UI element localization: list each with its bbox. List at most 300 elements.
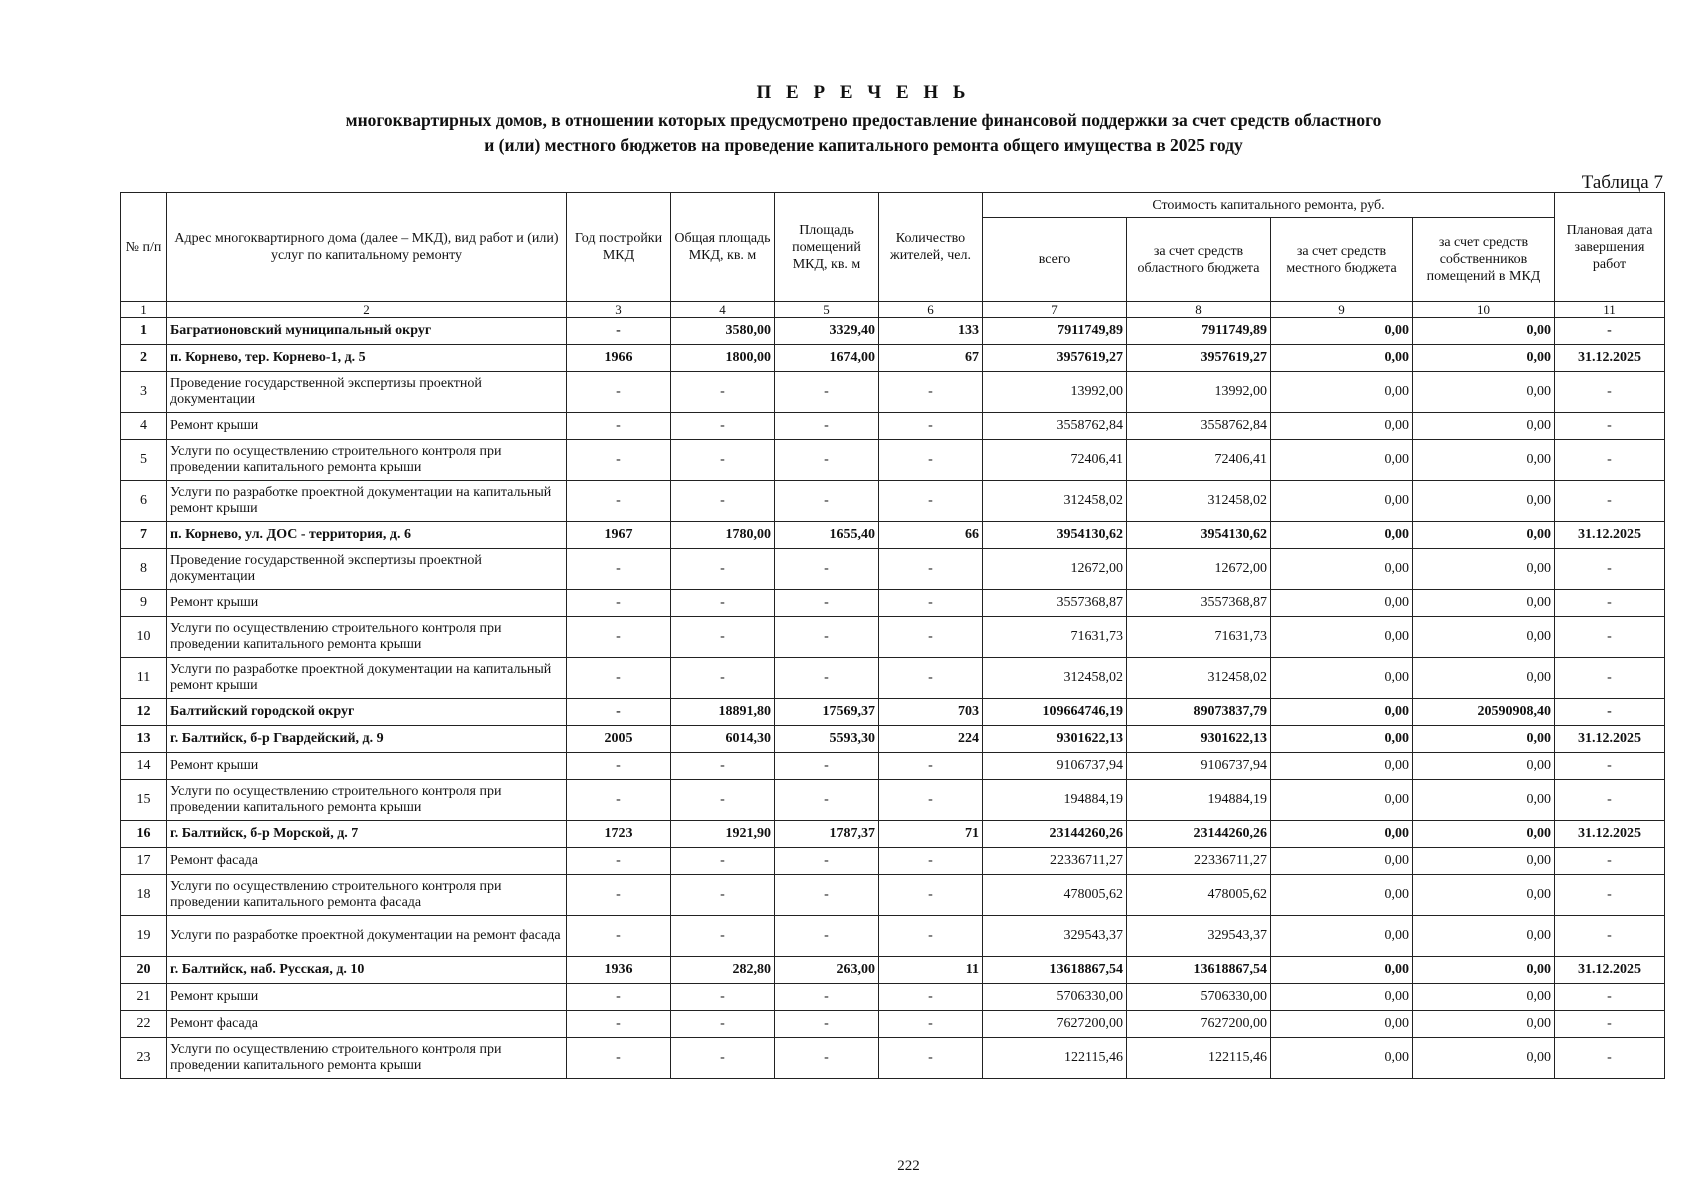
row-cost-local: 0,00 — [1271, 372, 1413, 413]
row-total-area: - — [671, 875, 775, 916]
row-name: Ремонт крыши — [167, 590, 567, 617]
row-total-area: - — [671, 658, 775, 699]
row-cost-regional: 13618867,54 — [1127, 957, 1271, 984]
table-row — [121, 481, 1665, 522]
table-row — [121, 617, 1665, 658]
row-cost-owners: 0,00 — [1413, 984, 1555, 1011]
row-cost-regional: 72406,41 — [1127, 440, 1271, 481]
table-row — [121, 345, 1665, 372]
row-year: - — [567, 440, 671, 481]
row-cost-local: 0,00 — [1271, 345, 1413, 372]
row-total-area: - — [671, 916, 775, 957]
row-cost-total: 122115,46 — [983, 1038, 1127, 1079]
row-number: 2 — [121, 345, 167, 372]
row-cost-local: 0,00 — [1271, 848, 1413, 875]
row-cost-local: 0,00 — [1271, 413, 1413, 440]
header-cost-total: всего — [983, 218, 1127, 302]
table-row — [121, 957, 1665, 984]
row-room-area: - — [775, 372, 879, 413]
document-title: П Е Р Е Ч Е Н Ь — [756, 82, 971, 103]
header-completion-date: Плановая дата завершения работ — [1555, 193, 1665, 302]
row-cost-total: 7627200,00 — [983, 1011, 1127, 1038]
row-completion-date: - — [1555, 1038, 1665, 1079]
row-cost-total: 329543,37 — [983, 916, 1127, 957]
row-completion-date: - — [1555, 984, 1665, 1011]
table-row — [121, 372, 1665, 413]
row-cost-total: 478005,62 — [983, 875, 1127, 916]
row-cost-owners: 0,00 — [1413, 916, 1555, 957]
row-number: 3 — [121, 372, 167, 413]
row-cost-total: 312458,02 — [983, 481, 1127, 522]
column-number: 8 — [1127, 302, 1271, 318]
row-residents: - — [879, 753, 983, 780]
row-name: г. Балтийск, наб. Русская, д. 10 — [167, 957, 567, 984]
table-row — [121, 590, 1665, 617]
row-cost-regional: 312458,02 — [1127, 658, 1271, 699]
row-completion-date: - — [1555, 617, 1665, 658]
row-cost-regional: 22336711,27 — [1127, 848, 1271, 875]
row-cost-total: 3558762,84 — [983, 413, 1127, 440]
column-number: 7 — [983, 302, 1127, 318]
row-cost-owners: 0,00 — [1413, 848, 1555, 875]
table-row — [121, 916, 1665, 957]
row-year: - — [567, 658, 671, 699]
table-row — [121, 658, 1665, 699]
row-cost-regional: 3558762,84 — [1127, 413, 1271, 440]
row-number: 18 — [121, 875, 167, 916]
row-residents: - — [879, 413, 983, 440]
row-name: Багратионовский муниципальный округ — [167, 318, 567, 345]
row-number: 10 — [121, 617, 167, 658]
row-completion-date: 31.12.2025 — [1555, 821, 1665, 848]
table-row — [121, 413, 1665, 440]
row-name: Ремонт крыши — [167, 413, 567, 440]
row-room-area: - — [775, 984, 879, 1011]
row-room-area: - — [775, 916, 879, 957]
row-cost-regional: 3957619,27 — [1127, 345, 1271, 372]
row-cost-local: 0,00 — [1271, 481, 1413, 522]
row-cost-owners: 0,00 — [1413, 957, 1555, 984]
row-total-area: - — [671, 590, 775, 617]
row-number: 13 — [121, 726, 167, 753]
row-cost-owners: 0,00 — [1413, 1011, 1555, 1038]
row-cost-owners: 0,00 — [1413, 658, 1555, 699]
row-name: Услуги по разработке проектной документации на капитальный ремонт крыши — [167, 481, 567, 522]
table-row — [121, 699, 1665, 726]
table-row — [121, 1038, 1665, 1079]
row-name: п. Корнево, ул. ДОС - территория, д. 6 — [167, 522, 567, 549]
header-no: № п/п — [121, 193, 167, 302]
row-name: Проведение государственной экспертизы проектной документации — [167, 372, 567, 413]
row-total-area: 1780,00 — [671, 522, 775, 549]
row-cost-regional: 13992,00 — [1127, 372, 1271, 413]
row-room-area: - — [775, 780, 879, 821]
row-cost-local: 0,00 — [1271, 984, 1413, 1011]
row-cost-total: 109664746,19 — [983, 699, 1127, 726]
row-cost-total: 12672,00 — [983, 549, 1127, 590]
row-room-area: - — [775, 590, 879, 617]
row-cost-owners: 20590908,40 — [1413, 699, 1555, 726]
row-residents: - — [879, 590, 983, 617]
row-cost-total: 23144260,26 — [983, 821, 1127, 848]
row-cost-total: 3954130,62 — [983, 522, 1127, 549]
document-subtitle-line-2: и (или) местного бюджетов на проведение капитального ремонта общего имущества в 2025 году — [484, 135, 1243, 155]
row-number: 11 — [121, 658, 167, 699]
row-cost-regional: 89073837,79 — [1127, 699, 1271, 726]
row-cost-total: 7911749,89 — [983, 318, 1127, 345]
row-cost-owners: 0,00 — [1413, 522, 1555, 549]
row-cost-regional: 3954130,62 — [1127, 522, 1271, 549]
row-year: - — [567, 848, 671, 875]
row-name: Услуги по осуществлению строительного контроля при проведении капитального ремонта крыши — [167, 780, 567, 821]
row-year: - — [567, 590, 671, 617]
row-cost-regional: 9106737,94 — [1127, 753, 1271, 780]
row-number: 9 — [121, 590, 167, 617]
row-cost-regional: 9301622,13 — [1127, 726, 1271, 753]
row-year: - — [567, 481, 671, 522]
row-year: - — [567, 875, 671, 916]
row-room-area: 3329,40 — [775, 318, 879, 345]
row-residents: - — [879, 848, 983, 875]
table-label: Таблица 7 — [1581, 172, 1663, 193]
row-number: 15 — [121, 780, 167, 821]
row-room-area: - — [775, 848, 879, 875]
row-room-area: - — [775, 413, 879, 440]
row-total-area: - — [671, 1038, 775, 1079]
column-number: 6 — [879, 302, 983, 318]
row-residents: 11 — [879, 957, 983, 984]
row-name: Ремонт крыши — [167, 753, 567, 780]
row-completion-date: - — [1555, 916, 1665, 957]
row-residents: - — [879, 549, 983, 590]
row-name: Ремонт фасада — [167, 1011, 567, 1038]
row-number: 7 — [121, 522, 167, 549]
column-number: 2 — [167, 302, 567, 318]
row-cost-local: 0,00 — [1271, 1011, 1413, 1038]
row-completion-date: - — [1555, 481, 1665, 522]
row-name: п. Корнево, тер. Корнево-1, д. 5 — [167, 345, 567, 372]
row-year: 1967 — [567, 522, 671, 549]
row-cost-local: 0,00 — [1271, 617, 1413, 658]
row-total-area: - — [671, 372, 775, 413]
row-completion-date: 31.12.2025 — [1555, 957, 1665, 984]
row-residents: - — [879, 617, 983, 658]
column-number: 3 — [567, 302, 671, 318]
row-cost-owners: 0,00 — [1413, 318, 1555, 345]
row-total-area: - — [671, 780, 775, 821]
row-year: 1936 — [567, 957, 671, 984]
row-residents: 71 — [879, 821, 983, 848]
row-cost-total: 5706330,00 — [983, 984, 1127, 1011]
row-completion-date: - — [1555, 780, 1665, 821]
row-number: 23 — [121, 1038, 167, 1079]
row-room-area: 1674,00 — [775, 345, 879, 372]
row-room-area: 1787,37 — [775, 821, 879, 848]
row-name: Проведение государственной экспертизы проектной документации — [167, 549, 567, 590]
row-total-area: - — [671, 753, 775, 780]
column-number: 1 — [121, 302, 167, 318]
row-year: - — [567, 1038, 671, 1079]
table-row — [121, 984, 1665, 1011]
row-total-area: - — [671, 1011, 775, 1038]
row-room-area: - — [775, 875, 879, 916]
row-residents: 133 — [879, 318, 983, 345]
row-residents: - — [879, 780, 983, 821]
row-cost-total: 3557368,87 — [983, 590, 1127, 617]
row-name: Услуги по разработке проектной документации на капитальный ремонт крыши — [167, 658, 567, 699]
table-row — [121, 821, 1665, 848]
header-cost-group: Стоимость капитального ремонта, руб. — [983, 193, 1555, 218]
row-cost-owners: 0,00 — [1413, 590, 1555, 617]
row-name: Услуги по осуществлению строительного контроля при проведении капитального ремонта крыши — [167, 617, 567, 658]
header-residents: Количество жителей, чел. — [879, 193, 983, 302]
row-cost-owners: 0,00 — [1413, 413, 1555, 440]
column-number: 11 — [1555, 302, 1665, 318]
row-cost-owners: 0,00 — [1413, 1038, 1555, 1079]
row-cost-total: 9106737,94 — [983, 753, 1127, 780]
row-residents: - — [879, 984, 983, 1011]
column-number: 4 — [671, 302, 775, 318]
row-residents: - — [879, 1038, 983, 1079]
row-cost-total: 13618867,54 — [983, 957, 1127, 984]
table-row — [121, 875, 1665, 916]
row-cost-owners: 0,00 — [1413, 440, 1555, 481]
row-total-area: - — [671, 440, 775, 481]
row-cost-regional: 71631,73 — [1127, 617, 1271, 658]
row-year: - — [567, 549, 671, 590]
row-number: 5 — [121, 440, 167, 481]
row-total-area: 18891,80 — [671, 699, 775, 726]
row-cost-total: 22336711,27 — [983, 848, 1127, 875]
row-room-area: 263,00 — [775, 957, 879, 984]
row-room-area: - — [775, 481, 879, 522]
row-residents: - — [879, 658, 983, 699]
row-total-area: - — [671, 617, 775, 658]
row-name: г. Балтийск, б-р Морской, д. 7 — [167, 821, 567, 848]
row-cost-total: 3957619,27 — [983, 345, 1127, 372]
row-year: 1966 — [567, 345, 671, 372]
row-cost-local: 0,00 — [1271, 318, 1413, 345]
row-total-area: - — [671, 549, 775, 590]
row-completion-date: - — [1555, 372, 1665, 413]
row-name: Услуги по осуществлению строительного контроля при проведении капитального ремонта фасада — [167, 875, 567, 916]
column-number: 9 — [1271, 302, 1413, 318]
table-row — [121, 848, 1665, 875]
row-year: - — [567, 753, 671, 780]
table-row — [121, 726, 1665, 753]
row-cost-local: 0,00 — [1271, 658, 1413, 699]
row-year: - — [567, 617, 671, 658]
row-number: 16 — [121, 821, 167, 848]
row-completion-date: 31.12.2025 — [1555, 726, 1665, 753]
document-subtitle-line-1: многоквартирных домов, в отношении которых предусмотрено предоставление финансовой поддержки за счет средств областного — [345, 110, 1382, 130]
row-total-area: - — [671, 848, 775, 875]
row-name: Ремонт фасада — [167, 848, 567, 875]
row-completion-date: - — [1555, 318, 1665, 345]
row-completion-date: - — [1555, 590, 1665, 617]
row-room-area: - — [775, 440, 879, 481]
row-year: - — [567, 699, 671, 726]
table-row — [121, 780, 1665, 821]
row-room-area: - — [775, 1011, 879, 1038]
row-residents: 66 — [879, 522, 983, 549]
header-cost-regional: за счет средств областного бюджета — [1127, 218, 1271, 302]
row-name: Ремонт крыши — [167, 984, 567, 1011]
row-total-area: 1800,00 — [671, 345, 775, 372]
row-cost-regional: 478005,62 — [1127, 875, 1271, 916]
row-cost-local: 0,00 — [1271, 1038, 1413, 1079]
header-address: Адрес многоквартирного дома (далее – МКД), вид работ и (или) услуг по капитальному ремонту — [167, 193, 567, 302]
row-year: - — [567, 372, 671, 413]
row-room-area: - — [775, 549, 879, 590]
row-residents: 224 — [879, 726, 983, 753]
row-completion-date: - — [1555, 413, 1665, 440]
row-completion-date: 31.12.2025 — [1555, 345, 1665, 372]
row-room-area: - — [775, 753, 879, 780]
row-cost-regional: 122115,46 — [1127, 1038, 1271, 1079]
row-cost-regional: 5706330,00 — [1127, 984, 1271, 1011]
row-cost-local: 0,00 — [1271, 699, 1413, 726]
row-total-area: 6014,30 — [671, 726, 775, 753]
repair-list-table — [120, 192, 1665, 1079]
row-year: - — [567, 1011, 671, 1038]
header-cost-owners: за счет средств собственников помещений в МКД — [1413, 218, 1555, 302]
row-cost-owners: 0,00 — [1413, 617, 1555, 658]
row-cost-owners: 0,00 — [1413, 780, 1555, 821]
row-cost-regional: 7627200,00 — [1127, 1011, 1271, 1038]
row-year: 2005 — [567, 726, 671, 753]
row-cost-local: 0,00 — [1271, 916, 1413, 957]
row-total-area: 282,80 — [671, 957, 775, 984]
row-cost-regional: 329543,37 — [1127, 916, 1271, 957]
row-completion-date: - — [1555, 658, 1665, 699]
row-cost-owners: 0,00 — [1413, 549, 1555, 590]
header-cost-local: за счет средств местного бюджета — [1271, 218, 1413, 302]
row-year: - — [567, 413, 671, 440]
row-residents: - — [879, 916, 983, 957]
row-room-area: - — [775, 617, 879, 658]
row-number: 19 — [121, 916, 167, 957]
row-name: Услуги по осуществлению строительного контроля при проведении капитального ремонта крыши — [167, 1038, 567, 1079]
table-row — [121, 753, 1665, 780]
row-cost-total: 13992,00 — [983, 372, 1127, 413]
row-number: 1 — [121, 318, 167, 345]
row-completion-date: - — [1555, 848, 1665, 875]
table-row — [121, 549, 1665, 590]
row-cost-local: 0,00 — [1271, 726, 1413, 753]
row-name: Услуги по осуществлению строительного контроля при проведении капитального ремонта крыши — [167, 440, 567, 481]
row-total-area: - — [671, 413, 775, 440]
row-room-area: - — [775, 658, 879, 699]
row-number: 8 — [121, 549, 167, 590]
row-cost-regional: 12672,00 — [1127, 549, 1271, 590]
row-cost-total: 9301622,13 — [983, 726, 1127, 753]
row-cost-regional: 194884,19 — [1127, 780, 1271, 821]
page-number: 222 — [897, 1158, 920, 1174]
row-residents: - — [879, 372, 983, 413]
row-room-area: 17569,37 — [775, 699, 879, 726]
table-row — [121, 440, 1665, 481]
row-total-area: 1921,90 — [671, 821, 775, 848]
row-cost-owners: 0,00 — [1413, 753, 1555, 780]
row-cost-local: 0,00 — [1271, 821, 1413, 848]
row-completion-date: - — [1555, 1011, 1665, 1038]
row-completion-date: - — [1555, 875, 1665, 916]
row-year: - — [567, 984, 671, 1011]
column-number: 5 — [775, 302, 879, 318]
row-cost-regional: 23144260,26 — [1127, 821, 1271, 848]
row-cost-owners: 0,00 — [1413, 875, 1555, 916]
row-name: Балтийский городской округ — [167, 699, 567, 726]
row-cost-owners: 0,00 — [1413, 345, 1555, 372]
row-number: 20 — [121, 957, 167, 984]
row-completion-date: - — [1555, 549, 1665, 590]
document-header — [0, 82, 1697, 158]
row-cost-owners: 0,00 — [1413, 372, 1555, 413]
row-name: г. Балтийск, б-р Гвардейский, д. 9 — [167, 726, 567, 753]
row-cost-local: 0,00 — [1271, 522, 1413, 549]
row-total-area: - — [671, 984, 775, 1011]
header-year: Год постройки МКД — [567, 193, 671, 302]
row-total-area: 3580,00 — [671, 318, 775, 345]
row-cost-owners: 0,00 — [1413, 481, 1555, 522]
row-cost-total: 194884,19 — [983, 780, 1127, 821]
header-room-area: Площадь помещений МКД, кв. м — [775, 193, 879, 302]
table-row — [121, 1011, 1665, 1038]
row-cost-total: 71631,73 — [983, 617, 1127, 658]
row-number: 6 — [121, 481, 167, 522]
row-total-area: - — [671, 481, 775, 522]
document-subtitle — [0, 108, 1697, 158]
row-room-area: 1655,40 — [775, 522, 879, 549]
row-year: - — [567, 318, 671, 345]
row-cost-local: 0,00 — [1271, 549, 1413, 590]
row-cost-local: 0,00 — [1271, 875, 1413, 916]
row-room-area: - — [775, 1038, 879, 1079]
row-residents: - — [879, 440, 983, 481]
row-year: - — [567, 916, 671, 957]
row-cost-local: 0,00 — [1271, 780, 1413, 821]
row-residents: 703 — [879, 699, 983, 726]
row-cost-owners: 0,00 — [1413, 726, 1555, 753]
table-row — [121, 522, 1665, 549]
row-residents: - — [879, 1011, 983, 1038]
row-cost-total: 312458,02 — [983, 658, 1127, 699]
row-cost-local: 0,00 — [1271, 440, 1413, 481]
row-cost-local: 0,00 — [1271, 957, 1413, 984]
row-cost-owners: 0,00 — [1413, 821, 1555, 848]
row-number: 22 — [121, 1011, 167, 1038]
row-completion-date: - — [1555, 753, 1665, 780]
row-completion-date: - — [1555, 699, 1665, 726]
row-number: 14 — [121, 753, 167, 780]
row-residents: 67 — [879, 345, 983, 372]
row-cost-regional: 312458,02 — [1127, 481, 1271, 522]
column-number-row — [121, 302, 1665, 318]
table-row — [121, 318, 1665, 345]
row-year: - — [567, 780, 671, 821]
row-room-area: 5593,30 — [775, 726, 879, 753]
row-number: 21 — [121, 984, 167, 1011]
row-completion-date: - — [1555, 440, 1665, 481]
row-number: 4 — [121, 413, 167, 440]
row-name: Услуги по разработке проектной документации на ремонт фасада — [167, 916, 567, 957]
column-number: 10 — [1413, 302, 1555, 318]
row-number: 17 — [121, 848, 167, 875]
row-residents: - — [879, 481, 983, 522]
row-year: 1723 — [567, 821, 671, 848]
row-cost-local: 0,00 — [1271, 590, 1413, 617]
